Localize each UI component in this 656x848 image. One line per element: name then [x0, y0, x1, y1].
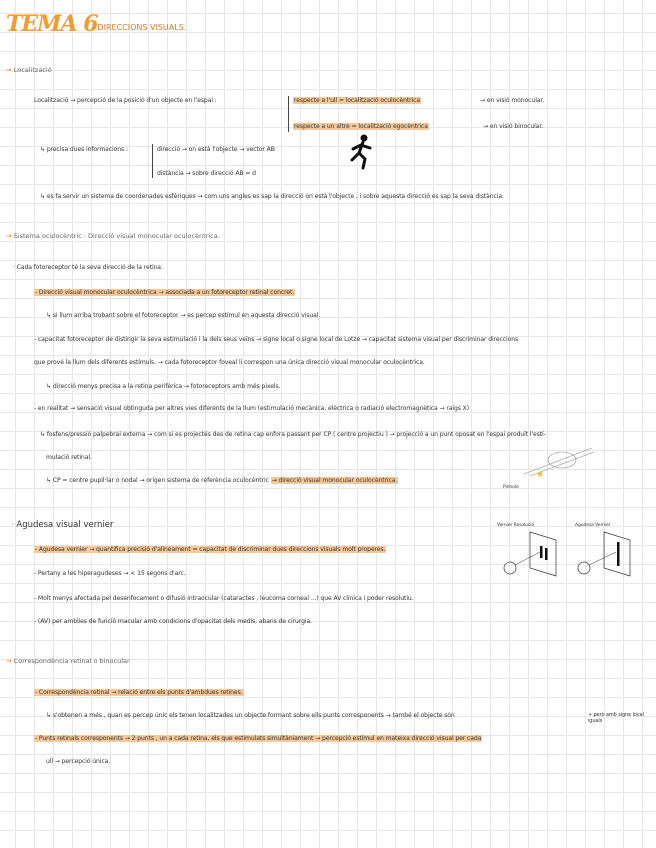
note-line: que prové la llum dels diferents estímuls. → cada fotoreceptor foveal li correspon una única direcció visual monocular oculocèntrica. [34, 359, 425, 366]
note-line: ↳ s'obtenen a més , quan es percep únic els tenen localitzades un objecte formant sobre ells punts corresponents → també el objecte són [46, 712, 455, 719]
note-line: → en visió binocular. [483, 123, 543, 130]
note-line [293, 123, 429, 131]
note-line [46, 477, 398, 485]
section-heading-localitzacio: → Localització [6, 66, 52, 74]
runner-icon [346, 133, 376, 171]
note-line [34, 289, 295, 297]
section-heading-correspondencia: → Correspondència retinal o binocular [6, 657, 130, 665]
note-line: - Molt menys afectada pel desenfocament o difusió intraocular (cataractes , leucoma corneal ...) que AV clínica i poder resolutiu. [34, 595, 414, 602]
note-line: - (AV) per amblies de funció macular amb condicions d'opacitat dels medis, abans de cirurgia. [34, 618, 312, 625]
note-line: ull → percepció única. [46, 758, 111, 765]
figure-label-pinhole: Pinhole [503, 485, 519, 490]
eye-projection-diagram [520, 440, 600, 480]
highlight: respecte a l'ull = localització oculocèntrica [294, 97, 421, 104]
note-line: · Cada fotoreceptor té la seva direcció de la retina. [13, 264, 163, 271]
vernier-figure [500, 528, 650, 580]
note-line: distància → sobre direcció AB = d [157, 170, 256, 177]
note-line: direcció → on està l'objecte → vector AB [157, 146, 275, 153]
note-line: mulació retinal. [46, 454, 92, 461]
highlight: → direcció visual monocular oculocèntrica. [271, 477, 398, 484]
brace [152, 144, 153, 178]
highlight: - Punts retinals corresponents → 2 punts , un a cada retina, els que estimulats simultàniament → percepció estímul en mateixa direcció visual per cada [35, 735, 482, 742]
figure-label-vernier: Vernier Resolució [497, 523, 535, 528]
note-line: - capacitat fotoreceptor de distingir la seva estimulació i la dels seus veïns → signe local o signe local de Lotze → capacitat sistema visual per discriminar direccions [34, 336, 519, 343]
note-line: - Pertany a les hiperagudeses → < 15 segons d'arc. [34, 570, 186, 577]
note-line [34, 546, 386, 554]
highlight: - Correspondència retinal → relació entre els punts d'ambdues retines. [35, 689, 243, 696]
highlight: - Agudesa vernier → quantifica precisió d'alineament = capacitat de discriminar dues direccions visuals molt properes. [35, 546, 386, 553]
note-line: → en visió monocular. [480, 97, 545, 104]
note-line: ↳ direcció menys precisa a la retina perifèrica → fotoreceptors amb més pixels. [46, 383, 281, 390]
note-line: ↳ si llum arriba trobant sobre el fotoreceptor → es percep estímul en aquesta direcció visual. [46, 312, 321, 319]
page-title: TEMA 6 [6, 11, 98, 37]
brace [288, 96, 289, 132]
note-line: ↳ es fa servir un sistema de coordenades esfèriques → com uns angles es sap la direcció on està l'objecte , i sobre aquesta direcció es sap la seva distància. [40, 193, 504, 200]
section-heading-agudesa: · Agudesa visual vernier [11, 520, 114, 530]
note-line: + però amb signe local iguals [588, 712, 644, 724]
section-heading-sistema-oculocentric: → Sistema oculocèntric : Direcció visual monocular oculocèntrica. [6, 232, 220, 240]
page-subtitle: - DIRECCIONS VISUALS. [92, 23, 187, 32]
note-line [34, 689, 244, 697]
figure-label-agudesa: Agudesa Vernier [575, 523, 611, 528]
highlight: respecte a un altre = localització egocèntrica [294, 123, 428, 130]
note-line: ↳ fosfens/pressió palpebral externa → com si es projectés des de retina cap enfora passant per CP ( centre projectiu ) → projecció a un punt oposat en l'espai produït l'estí- [40, 431, 546, 438]
note-line: - en realitat → sensació visual obtinguda per altres vies diferents de la llum (estimulació mecànica, elèctrica o radiació electromagnètica → raigs X) [34, 405, 470, 412]
note-line: ↳ precisa dues informacions : [40, 146, 128, 153]
note-line [34, 735, 482, 743]
note-text: ↳ CP = centre pupil·lar o nodal → origen sistema de referència oculocèntric [46, 477, 269, 484]
note-line: Localització → percepció de la posició d'un objecte en l'espai : [34, 97, 217, 104]
highlight: - Direcció visual monocular oculocèntrica → associada a un fotoreceptor retinal concret. [35, 289, 295, 296]
note-line [293, 97, 421, 105]
